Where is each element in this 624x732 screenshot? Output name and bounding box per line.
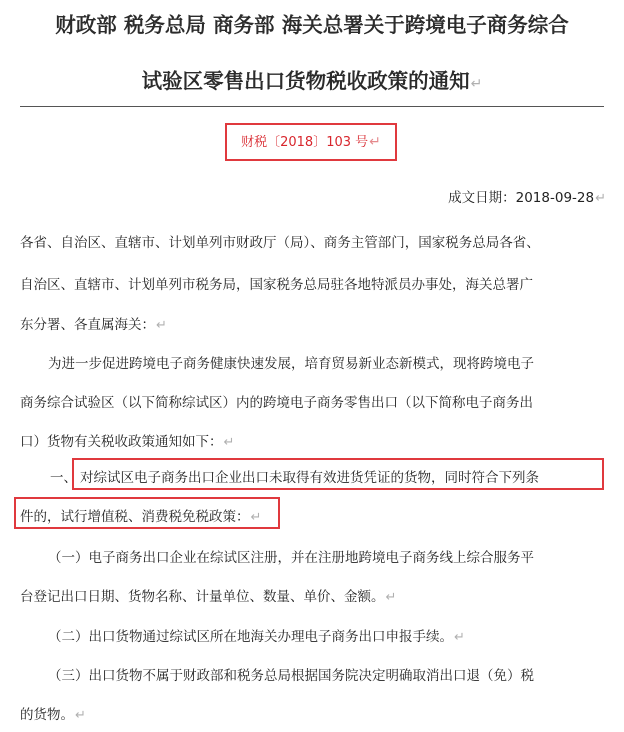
title-divider: [20, 106, 604, 107]
text-line: 东分署、各直属海关：↵: [20, 317, 167, 333]
text-line: 台登记出口日期、货物名称、计量单位、数量、单价、金额。↵: [20, 589, 397, 605]
text-line: （一）电子商务出口企业在综试区注册，并在注册地跨境电子商务线上综合服务平: [48, 550, 534, 566]
paragraph-mark-icon: ↵: [369, 134, 381, 150]
paragraph-mark-icon: ↵: [156, 318, 167, 333]
paragraph-mark-icon: ↵: [595, 191, 606, 206]
paragraph-mark-icon: ↵: [223, 435, 235, 450]
paragraph-mark-icon: ↵: [75, 708, 86, 723]
text-line: 自治区、直辖市、计划单列市税务局，国家税务总局驻各地特派员办事处，海关总署广: [20, 277, 533, 293]
paragraph-mark-icon: ↵: [454, 630, 465, 645]
document-number: 财税〔2018〕103 号↵: [241, 134, 381, 150]
text-line: 的货物。↵: [20, 707, 86, 723]
text-line: 对综试区电子商务出口企业出口未取得有效进货凭证的货物，同时符合下列条: [80, 470, 539, 486]
document-title-line-1: 财政部 税务总局 商务部 海关总署关于跨境电子商务综合: [55, 13, 569, 37]
paragraph-mark-icon: ↵: [385, 590, 397, 605]
text-line: （二）出口货物通过综试区所在地海关办理电子商务出口申报手续。↵: [48, 629, 465, 645]
text-line: 各省、自治区、直辖市、计划单列市财政厅（局）、商务主管部门，国家税务总局各省、: [20, 235, 540, 251]
text-line: （三）出口货物不属于财政部和税务总局根据国务院决定明确取消出口退（免）税: [48, 668, 534, 684]
paragraph-mark-icon: ↵: [470, 76, 483, 92]
text-line: 为进一步促进跨境电子商务健康快速发展，培育贸易新业态新模式，现将跨境电子: [48, 356, 534, 372]
clause-number: 一、: [50, 470, 77, 486]
text-line: 商务综合试验区（以下简称综试区）内的跨境电子商务零售出口（以下简称电子商务出: [20, 395, 533, 411]
issue-date: 成文日期：2018-09-28↵: [448, 190, 606, 206]
text-line: 件的，试行增值税、消费税免税政策：↵: [20, 509, 262, 525]
text-line: 口）货物有关税收政策通知如下：↵: [20, 434, 235, 450]
paragraph-mark-icon: ↵: [250, 510, 262, 525]
document-title-line-2: 试验区零售出口货物税收政策的通知↵: [141, 69, 483, 93]
